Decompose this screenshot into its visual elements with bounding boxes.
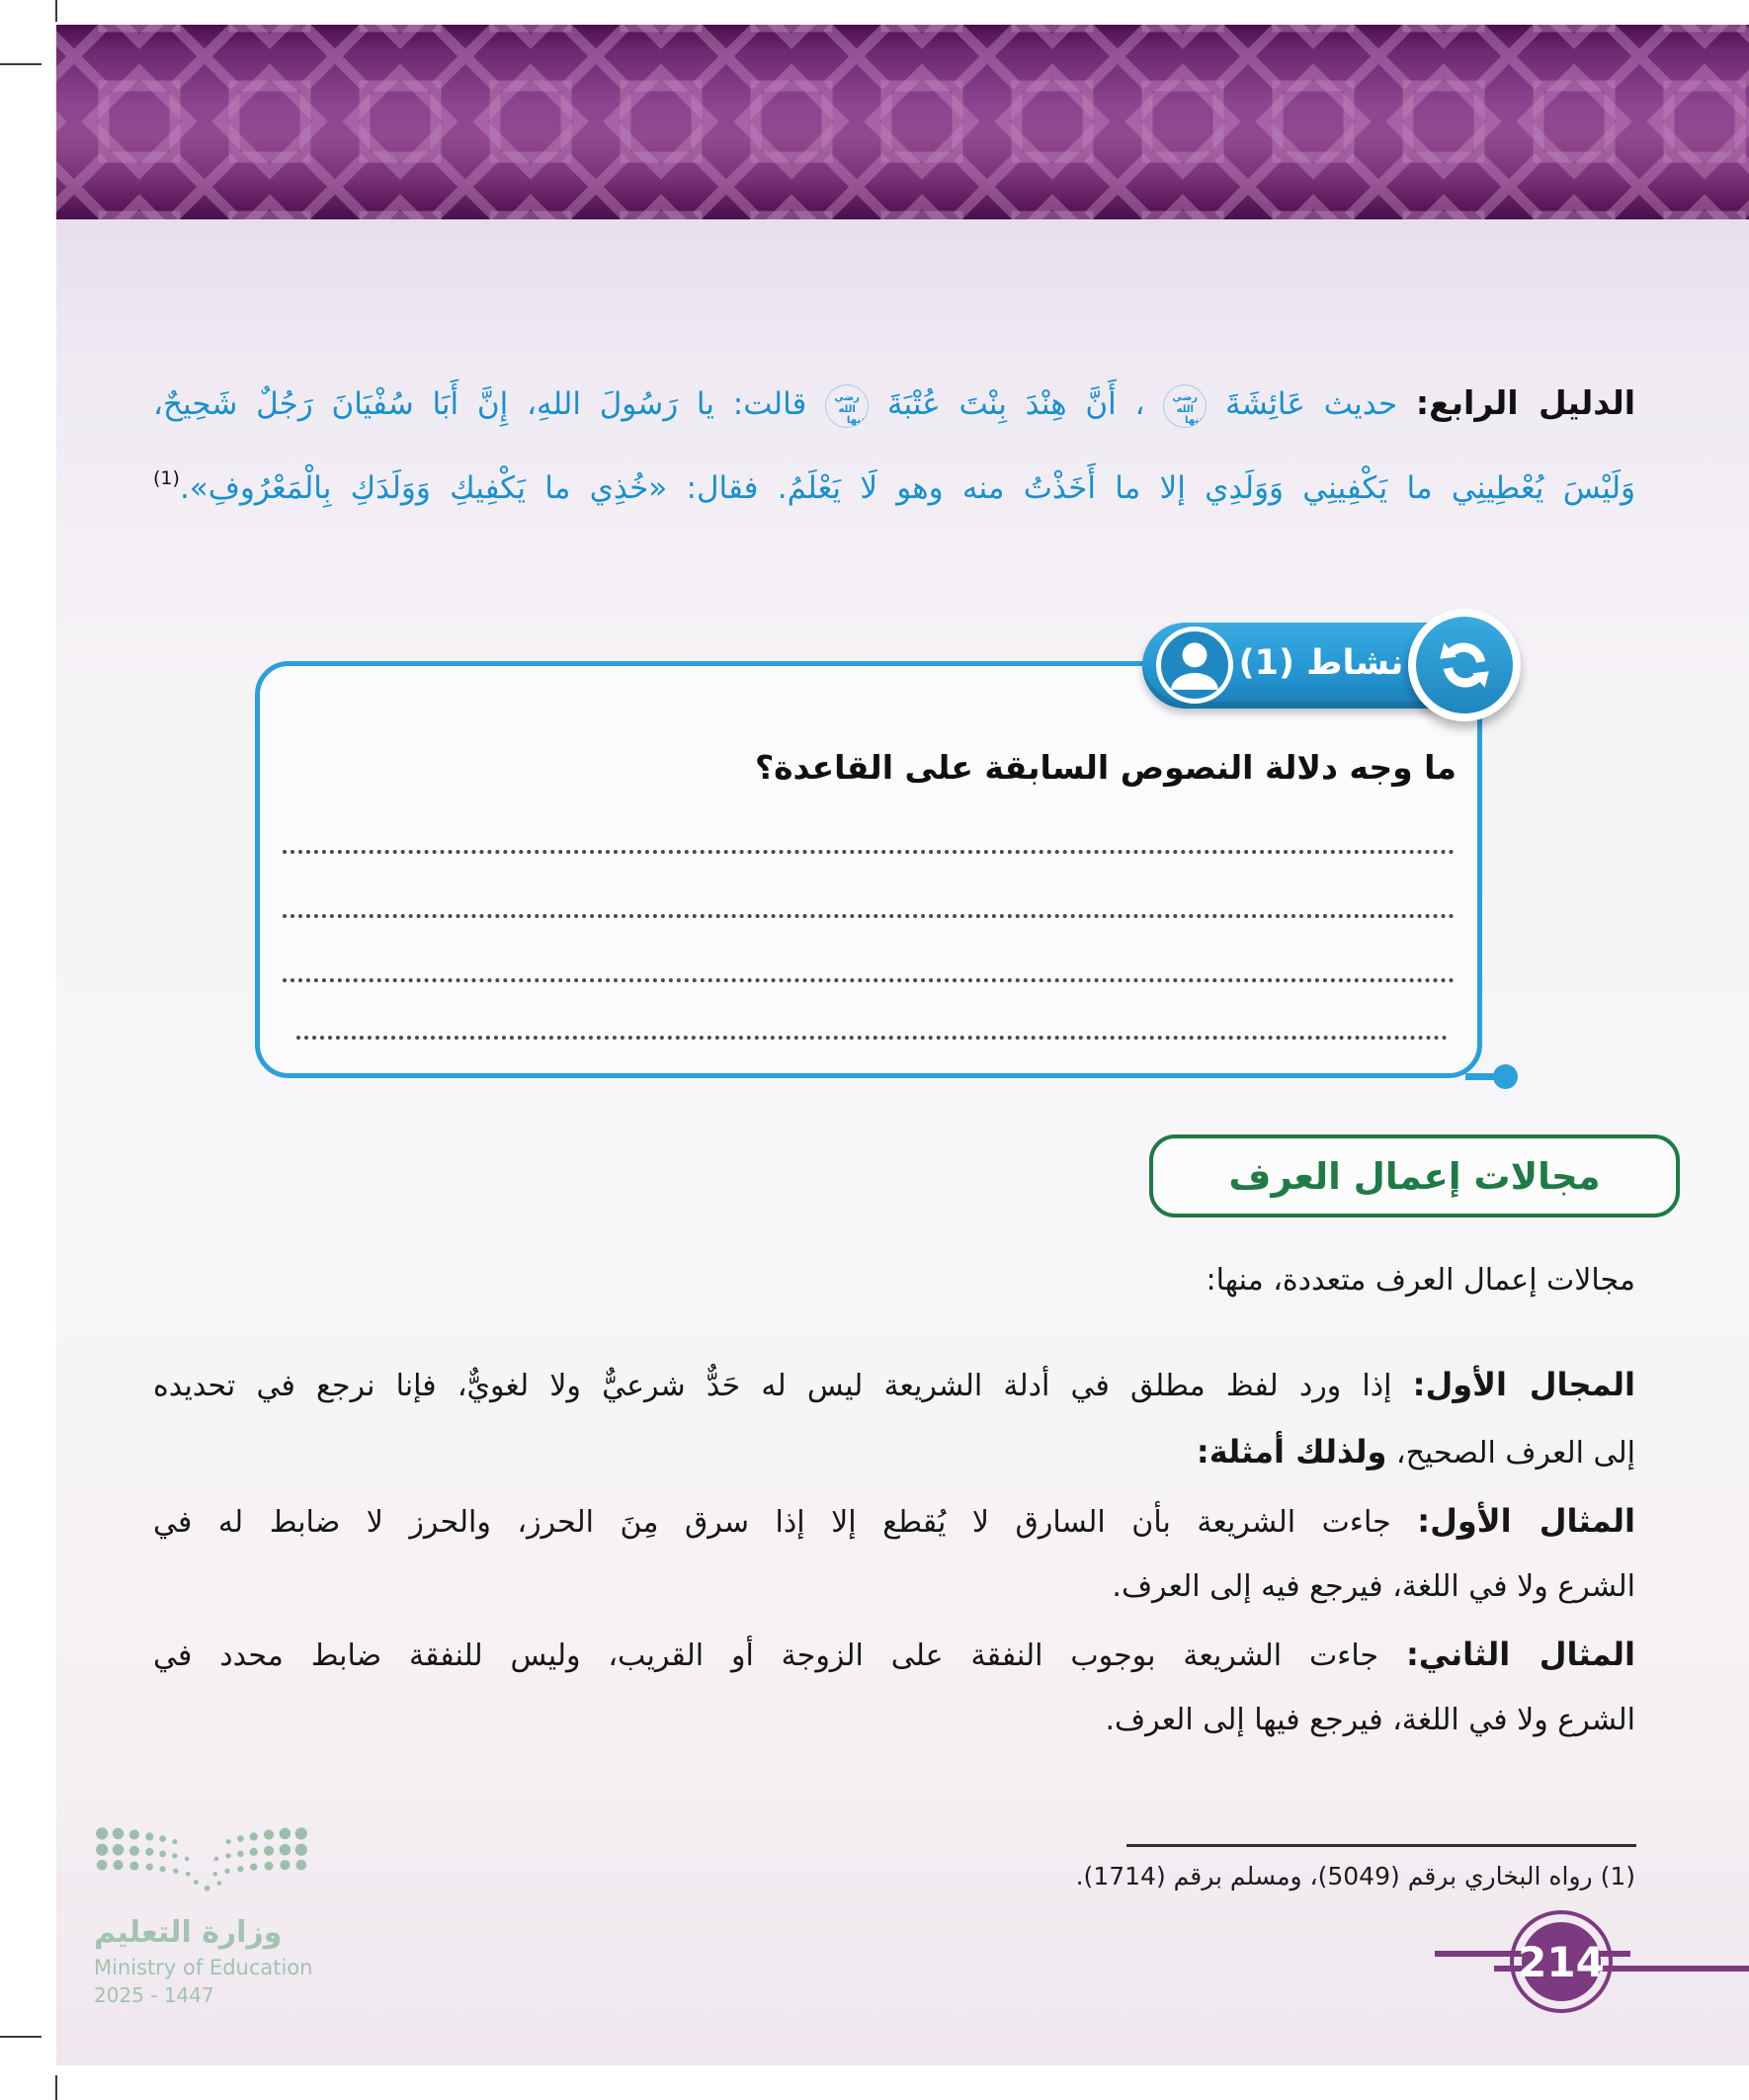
evidence-label: الدليل الرابع: [1415,383,1636,422]
answer-line[interactable] [283,978,1455,982]
activity-box [255,661,1482,1078]
ministry-name-arabic: وزارة التعليم [94,1915,283,1950]
evidence-part1: حديث عَائِشَةَ [1225,386,1398,422]
section-title: مجالات إعمال العرف [1228,1154,1601,1198]
islamic-star-pattern [56,25,1749,219]
honorific-seal: رضي الله عنها [825,384,869,428]
area1-line1 [153,1366,1635,1403]
example2-line1 [153,1636,1635,1673]
evidence-line-1 [153,380,1635,428]
page-number-badge [1518,1922,1605,2001]
example1-text1: جاءت الشريعة بأن السارق لا يُقطع إلا إذا سرق مِنَ الحرز، والحرز لا ضابط له في [153,1505,1391,1540]
example2-text1: جاءت الشريعة بوجوب النفقة على الزوجة أو القريب، وليس للنفقة ضابط محدد في [153,1638,1379,1673]
person-icon [1156,627,1233,704]
area1-text1: إذا ورد لفظ مطلق في أدلة الشريعة ليس له حَدٌّ شرعيٌّ ولا لغويٌّ، فإنا نرجع في تحديده [153,1369,1392,1403]
honorific-seal: رضي الله عنها [1163,384,1207,428]
example2-line2 [153,1703,1635,1737]
ministry-name-english: Ministry of Education [94,1956,313,1979]
area1-text2: إلى العرف الصحيح، [1386,1436,1635,1470]
example2-label: المثال الثاني: [1405,1636,1636,1673]
evidence-part2: ، أَنَّ هِنْدَ بِنْتَ عُتْبَةَ [886,386,1145,422]
answer-line[interactable] [283,850,1455,854]
answer-line[interactable] [283,914,1455,918]
ministry-logo [94,1824,321,2007]
crop-mark-bottom-left-v [55,2075,57,2100]
crop-mark-top-left-h [0,63,42,65]
example1-line1 [153,1502,1635,1540]
example1-line2 [153,1569,1635,1604]
activity-badge-label: نشاط (1) [1238,643,1404,683]
footnote-divider [1126,1844,1636,1847]
intro-line [153,1263,1635,1298]
activity-question: ما وجه دلالة النصوص السابقة على القاعدة؟ [754,748,1457,787]
example1-text2: الشرع ولا في اللغة، فيرجع فيه إلى العرف. [1112,1569,1635,1604]
page-number: 214 [1518,1937,1605,1986]
edition-year: 2025 - 1447 [94,1983,214,2007]
refresh-icon [1408,609,1521,721]
crop-mark-bottom-left-h [0,2036,42,2038]
activity-box-tail-dot [1493,1064,1518,1089]
footnote-reference: (1) [153,467,180,489]
evidence-line-2 [153,456,1635,511]
evidence-part3: قالت: يا رَسُولَ اللهِ، إِنَّ أَبَا سُفْيَانَ رَجُلٌ شَحِيحٌ، [153,386,807,422]
area1-bold-tail: ولذلك أمثلة: [1196,1433,1387,1470]
intro-text: مجالات إعمال العرف متعددة، منها: [1206,1263,1635,1298]
example2-text2: الشرع ولا في اللغة، فيرجع فيها إلى العرف. [1105,1703,1635,1737]
area1-line2 [153,1433,1635,1470]
header-band [56,25,1749,219]
footnote-text: (1) رواه البخاري برقم (5049)، ومسلم برقم (1714). [1075,1862,1635,1890]
ministry-logo-dots [94,1824,309,1893]
crop-mark-top-left-v [55,0,57,22]
evidence-line2-text: وَلَيْسَ يُعْطِينِي ما يَكْفِينِي وَوَلَدِي إلا ما أَخَذْتُ منه وهو لَا يَعْلَمُ. فقال: «خُذِي ما يَكْفِيكِ وَوَلَدَكِ بِالْمَعْرُوفِ». [179,470,1635,506]
example1-label: المثال الأول: [1417,1502,1636,1540]
area1-label: المجال الأول: [1412,1366,1636,1403]
answer-line[interactable] [296,1036,1448,1040]
section-title-box [1149,1134,1680,1218]
